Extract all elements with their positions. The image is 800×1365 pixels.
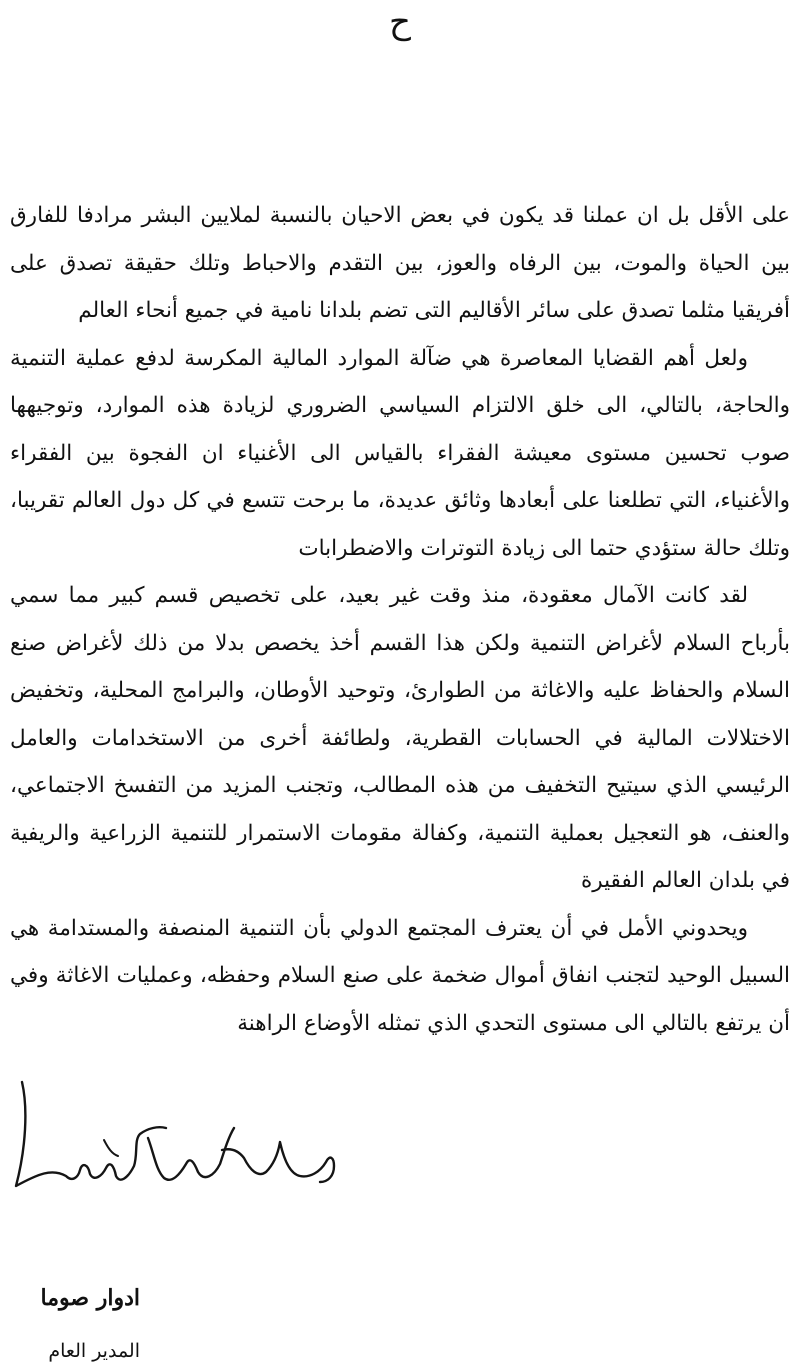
signer-title: المدير العام [48, 1340, 140, 1362]
page-number: ح [389, 2, 411, 42]
handwritten-signature [8, 1078, 338, 1193]
paragraph: ولعل أهم القضايا المعاصرة هي ضآلة الموارد المالية المكرسة لدفع عملية التنمية والحاجة، بالتالي، الى خلق الالتزام السياسي الضروري لزيادة هذه الموارد، وتوجيهها صوب تحسين مستوى معيشة الفقراء بالقياس الى الأغنياء ان الفجوة بين الفقراء والأغنياء، التي تطلعنا على أبعادها وثائق عديدة، ما برحت تتسع في كل دول العالم تقريبا، وتلك حالة ستؤدي حتما الى زيادة التوترات والاضطرابات [10, 345, 790, 561]
paragraph: على الأقل بل ان عملنا قد يكون في بعض الاحيان بالنسبة لملايين البشر مرادفا للفارق بين الحياة والموت، بين الرفاه والعوز، بين التقدم والاحباط وتلك حقيقة تصدق على أفريقيا مثلما تصدق على سائر الأقاليم التى تضم بلدانا نامية في جميع أنحاء العالم [10, 203, 790, 323]
paragraph: ويحدوني الأمل في أن يعترف المجتمع الدولي بأن التنمية المنصفة والمستدامة هي السبيل الوحيد لتجنب انفاق أموال ضخمة على صنع السلام وحفظه، وعمليات الاغاثة وفي أن يرتفع بالتالي الى مستوى التحدي الذي تمثله الأوضاع الراهنة [10, 915, 790, 1036]
signer-name: ادوار صوما [40, 1285, 140, 1311]
paragraph: لقد كانت الآمال معقودة، منذ وقت غير بعيد، على تخصيص قسم كبير مما سمي بأرباح السلام لأغراض التنمية ولكن هذا القسم أخذ يخصص بدلا من ذلك لأغراض صنع السلام والحفاظ عليه والاغاثة من الطوارئ، وتوحيد الأوطان، والبرامج المحلية، وتخفيض الاختلالات المالية في الحسابات القطرية، ولطائفة أخرى من الاستخدامات والعامل الرئيسي الذي سيتيح التخفيف من هذه المطالب، وتجنب المزيد من التفسخ الاجتماعي، والعنف، هو التعجيل بعملية التنمية، وكفالة مقومات الاستمرار للتنمية الزراعية والريفية في بلدان العالم الفقيرة [10, 583, 790, 893]
letter-body [10, 192, 790, 1047]
